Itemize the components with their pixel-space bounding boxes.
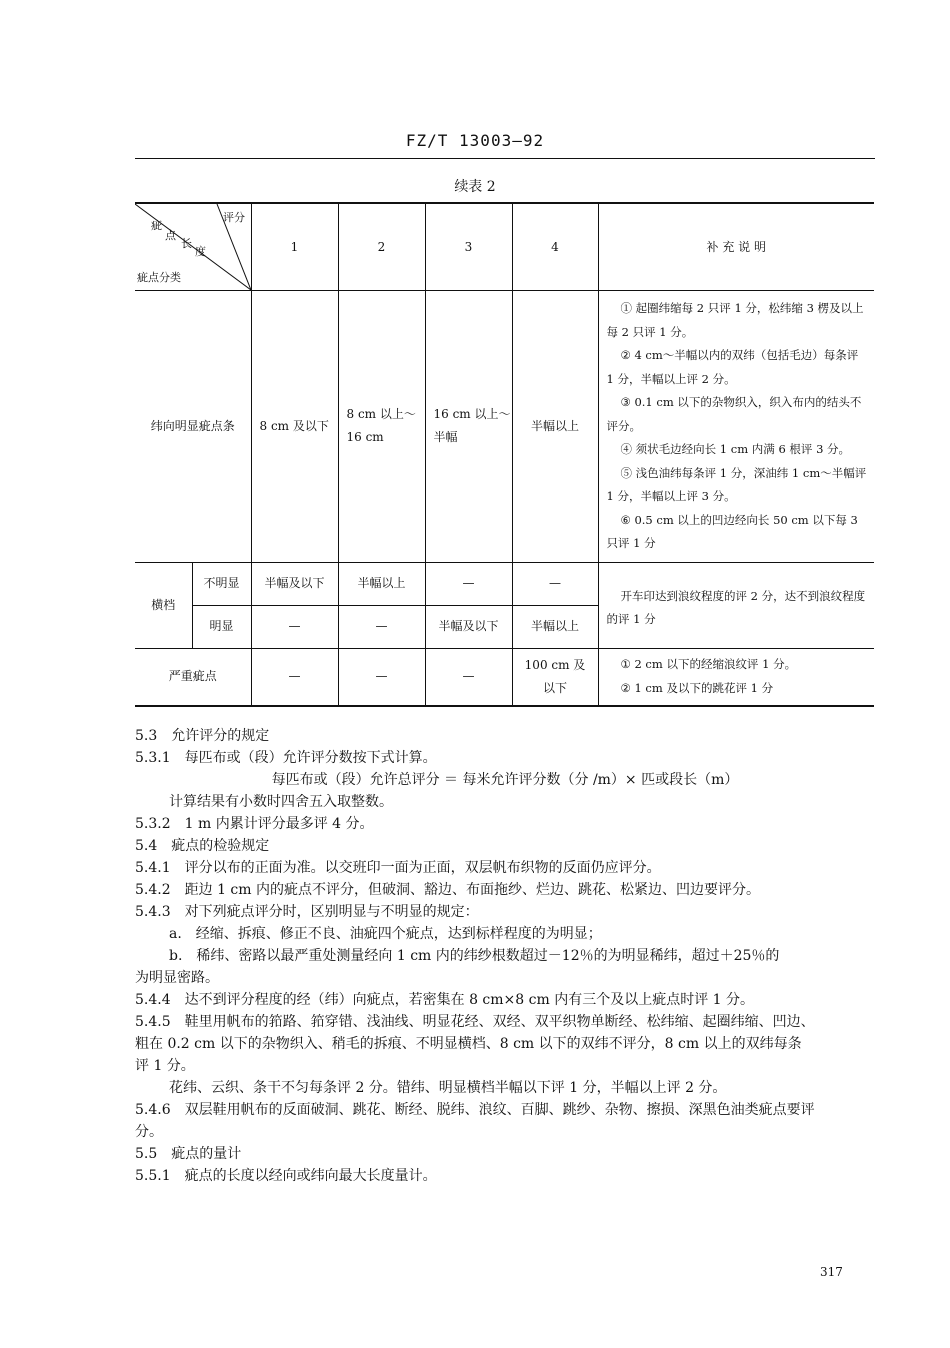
notes-cell — [598, 562, 874, 648]
row-label: 纬向明显疵点条 — [135, 291, 251, 563]
paragraph: 5.4.2 距边 1 cm 内的疵点不评分，但破洞、豁边、布面拖纱、烂边、跳花、松紧边、凹边要评分。 — [135, 882, 760, 898]
row-label: 严重疵点 — [135, 648, 251, 706]
column-header: 2 — [338, 203, 425, 291]
section-heading: 5.4 疵点的检验规定 — [135, 838, 270, 854]
note-item: ② 4 cm～半幅以内的双纬（包括毛边）每条评 1 分，半幅以上评 2 分。 — [606, 348, 859, 386]
paragraph: 5.4.3 对下列疵点评分时，区别明显与不明显的规定： — [135, 904, 479, 920]
table-cell: 半幅以上 — [512, 291, 598, 563]
section-heading: 5.3 允许评分的规定 — [135, 728, 270, 744]
row-label: 横档 — [135, 562, 192, 648]
column-header-notes: 补 充 说 明 — [598, 203, 874, 291]
paragraph: 5.4.4 达不到评分程度的经（纬）向疵点，若密集在 8 cm×8 cm 内有三个及以上疵点时评 1 分。 — [135, 992, 755, 1008]
header-rule — [135, 158, 875, 159]
notes-cell — [598, 648, 874, 706]
column-header: 1 — [251, 203, 338, 291]
note-item: 开车印达到浪纹程度的评 2 分，达不到浪纹程度的评 1 分 — [606, 588, 866, 626]
paragraph: 5.3.1 每匹布或（段）允许评分数按下式计算。 — [135, 750, 437, 766]
corner-header-cell — [135, 203, 251, 291]
paragraph: 花纬、云织、条干不匀每条评 2 分。错纬、明显横档半幅以下评 1 分，半幅以上评 2 分。 — [169, 1080, 727, 1096]
paragraph: 5.4.6 双层鞋用帆布的反面破洞、跳花、断经、脱纬、浪纹、百脚、跳纱、杂物、擦损、深黑色油类疵点要评 — [135, 1102, 815, 1118]
column-header: 4 — [512, 203, 598, 291]
table-cell: 8 cm 以上～16 cm — [338, 291, 425, 563]
table-cell: — — [425, 562, 512, 605]
table-cell: — — [425, 648, 512, 706]
table-cell: 半幅以上 — [512, 605, 598, 648]
standard-number: FZ/T 13003—92 — [405, 131, 545, 150]
table-cell: 半幅及以下 — [251, 562, 338, 605]
formula: 每匹布或（段）允许总评分 ＝ 每米允许评分数（分 /m）× 匹或段长（m） — [271, 772, 739, 788]
note-item: ④ 须状毛边经向长 1 cm 内满 6 根评 3 分。 — [620, 442, 851, 456]
corner-label-char: 度 — [195, 245, 206, 258]
note-item: ⑤ 浅色油纬每条评 1 分，深油纬 1 cm～半幅评 1 分，半幅以上评 3 分。 — [606, 465, 867, 503]
page-number: 317 — [820, 1265, 843, 1279]
defect-scoring-table — [135, 202, 874, 707]
paragraph-continuation: 评 1 分。 — [135, 1058, 195, 1074]
list-item: a. 经缩、拆痕、修正不良、油疵四个疵点，达到标样程度的为明显； — [169, 926, 602, 942]
paragraph-continuation: 分。 — [135, 1124, 163, 1140]
note-item: ② 1 cm 及以下的跳花评 1 分 — [620, 680, 774, 695]
notes-cell — [598, 291, 874, 563]
note-item: ① 2 cm 以下的经缩浪纹评 1 分。 — [620, 657, 797, 672]
table-cell: 半幅以上 — [338, 562, 425, 605]
table-cell: 8 cm 及以下 — [251, 291, 338, 563]
table-cell: 100 cm 及以下 — [512, 648, 598, 706]
note-item: ① 起圈纬缩每 2 只评 1 分，松纬缩 3 楞及以上每 2 只评 1 分。 — [606, 301, 864, 339]
table-cell: 半幅及以下 — [425, 605, 512, 648]
corner-label-char: 点 — [165, 229, 176, 242]
table-cell: — — [251, 648, 338, 706]
table-cell: — — [512, 562, 598, 605]
sub-row-label: 明显 — [192, 605, 251, 648]
corner-score-label: 评分 — [223, 211, 245, 224]
section-heading: 5.5 疵点的量计 — [135, 1146, 242, 1162]
list-item: b. 稀纬、密路以最严重处测量经向 1 cm 内的纬纱根数超过－12％的为明显稀纬，超过＋25％的 — [169, 948, 780, 964]
corner-category-label: 疵点分类 — [137, 271, 181, 284]
table-cell: — — [251, 605, 338, 648]
table-header-row — [135, 203, 874, 291]
paragraph: 5.3.2 1 m 内累计评分最多评 4 分。 — [135, 816, 374, 832]
table-cell: 16 cm 以上～半幅 — [425, 291, 512, 563]
severe-defect-row — [135, 648, 874, 706]
sub-row-label: 不明显 — [192, 562, 251, 605]
note-item: ③ 0.1 cm 以下的杂物织入，织入布内的结头不评分。 — [606, 395, 862, 433]
paragraph: 计算结果有小数时四舍五入取整数。 — [169, 794, 393, 810]
paragraph-continuation: 粗在 0.2 cm 以下的杂物织入、稍毛的拆痕、不明显横档、8 cm 以下的双纬不评分，8 cm 以上的双纬每条 — [135, 1036, 802, 1052]
paragraph: 5.5.1 疵点的长度以经向或纬向最大长度量计。 — [135, 1168, 437, 1184]
paragraph-continuation: 为明显密路。 — [135, 970, 219, 986]
paragraph: 5.4.1 评分以布的正面为准。以交班印一面为正面，双层帆布织物的反面仍应评分。 — [135, 860, 661, 876]
body-text — [135, 725, 875, 1187]
corner-label-char: 疵 — [151, 219, 162, 232]
column-header: 3 — [425, 203, 512, 291]
paragraph: 5.4.5 鞋里用帆布的筘路、筘穿错、浅油线、明显花经、双经、双平织物单断经、松纬缩、起圈纬缩、凹边、 — [135, 1014, 815, 1030]
weft-defect-row — [135, 291, 874, 563]
table-cell: — — [338, 605, 425, 648]
table-caption: 续表 2 — [454, 179, 496, 195]
table-cell: — — [338, 648, 425, 706]
corner-label-char: 长 — [181, 237, 192, 250]
note-item: ⑥ 0.5 cm 以上的凹边经向长 50 cm 以下每 3 只评 1 分 — [606, 512, 858, 550]
bar-faint-row — [135, 562, 874, 605]
